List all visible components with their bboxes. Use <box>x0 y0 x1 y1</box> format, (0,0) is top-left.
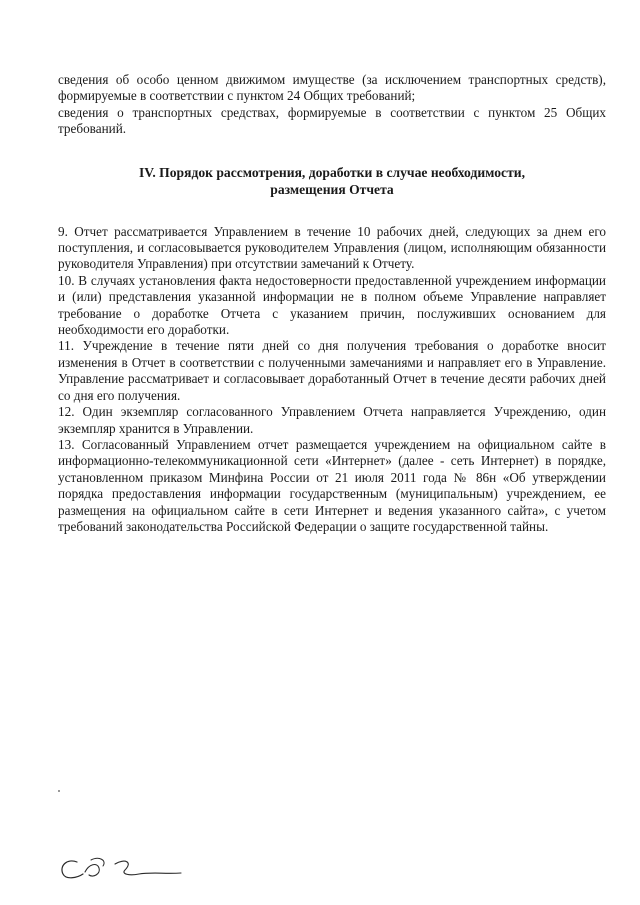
section-heading-line-1: IV. Порядок рассмотрения, доработки в случае необходимости, <box>139 164 525 180</box>
section-heading <box>58 164 606 198</box>
section-heading-line-2: размещения Отчета <box>270 181 394 197</box>
paragraph-10: 10. В случаях установления факта недостоверности предоставленной учреждением информации и (или) представления указанной информации не в полном объеме Управление направляет требование о доработке Отчета с указанием причин, послуживших основанием для необходимости его доработки. <box>58 272 606 338</box>
intro-line-1: сведения об особо ценном движимом имуществе (за исключением транспортных средств), формируемые в соответствии с пунктом 24 Общих требований; <box>58 72 606 104</box>
paragraph-11: 11. Учреждение в течение пяти дней со дня получения требования о доработке вносит изменения в Отчет в соответствии с полученными замечаниями и направляет его в Управление. Управление рассматривает и согласовывает доработанный Отчет в течение десяти рабочих дней со дня его получения. <box>58 338 606 403</box>
paragraph-9: 9. Отчет рассматривается Управлением в течение 10 рабочих дней, следующих за днем его поступления, и согласовывается руководителем Управления (лицом, исполняющим обязанности руководителя Управления) при отсутствии замечаний к Отчету. <box>58 223 606 272</box>
scan-mark <box>58 790 60 792</box>
handwritten-signature <box>55 848 185 888</box>
intro-line-2: сведения о транспортных средствах, формируемые в соответствии с пунктом 25 Общих требований. <box>58 104 606 137</box>
document-page <box>58 72 606 535</box>
paragraph-12: 12. Один экземпляр согласованного Управлением Отчета направляется Учреждению, один экземпляр хранится в Управлении. <box>58 404 606 436</box>
paragraph-13: 13. Согласованный Управлением отчет размещается учреждением на официальном сайте в информационно-телекоммуникационной сети «Интернет» (далее - сеть Интернет) в порядке, установленном приказом Минфина России от 21 июля 2011 года № 86н «Об утверждении порядка предоставления информации государственным (муниципальным) учреждением, ее размещения на официальном сайте в сети Интернет и ведения указанного сайта», с учетом требований законодательства Российской Федерации о защите государственной тайны. <box>58 436 606 534</box>
